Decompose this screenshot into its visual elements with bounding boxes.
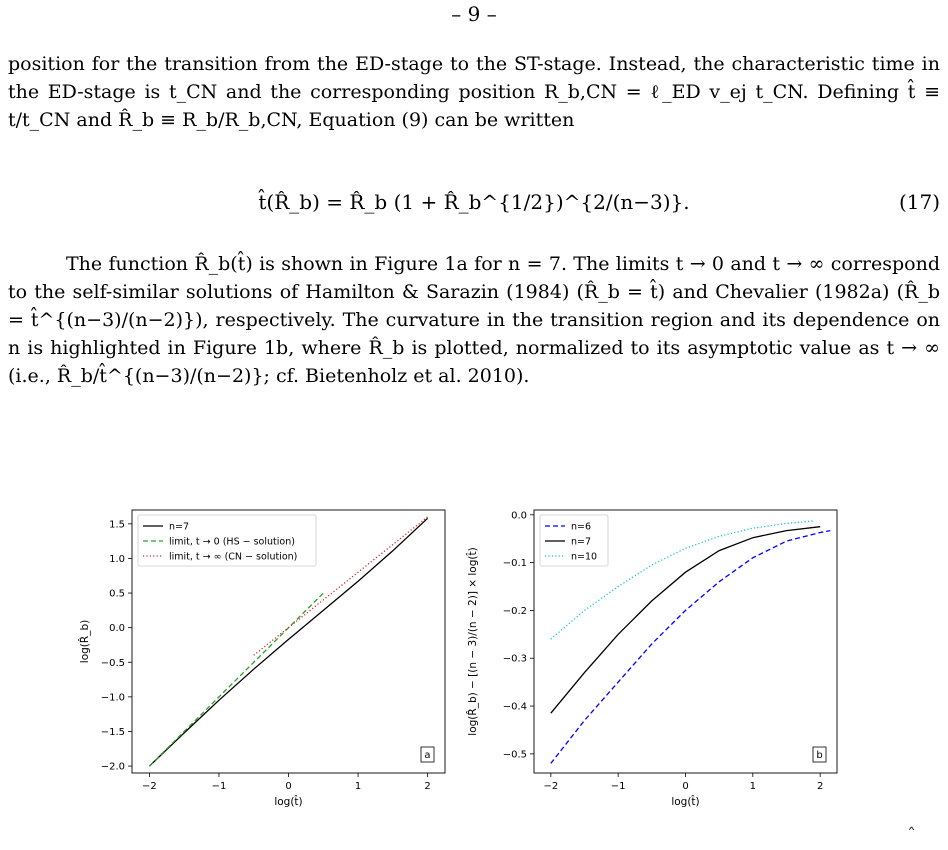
legend-label: n=6: [571, 521, 592, 533]
y-tick-label: −1.0: [100, 692, 125, 704]
x-axis-label: log(t̂): [274, 796, 303, 808]
y-tick-label: −0.2: [502, 605, 527, 617]
y-tick-label: −0.3: [502, 653, 527, 665]
y-tick-label: −0.5: [502, 749, 527, 761]
legend-label: n=7: [169, 521, 190, 533]
page-number: – 9 –: [451, 2, 497, 26]
y-tick-label: 0.0: [511, 510, 527, 522]
y-tick-label: −0.4: [502, 701, 527, 713]
x-tick-label: 2: [816, 781, 824, 792]
y-tick-label: −0.5: [100, 657, 125, 669]
figure-panel-b: [462, 500, 842, 825]
legend-label: limit, t → 0 (HS − solution): [169, 536, 295, 548]
paragraph-figure-description: [8, 250, 940, 390]
y-tick-label: 0.0: [109, 623, 125, 635]
corner-mark: ˆ: [907, 825, 916, 846]
x-tick-label: −2: [543, 781, 559, 792]
panel-label: b: [816, 750, 823, 761]
series-line-1: [149, 593, 323, 766]
equation-number: (17): [898, 190, 940, 214]
legend-label: limit, t → ∞ (CN − solution): [169, 551, 298, 563]
x-tick-label: 1: [354, 781, 362, 792]
paragraph-figure-description-text: The function R̂_b(t̂) is shown in Figure 1a for n = 7. The limits t → 0 and t → ∞ correspond to the self-similar solutions of Hamilton & Sarazin (1984) (R̂_b = t̂) and Chevalier (1982a) (R̂_b = t̂^{(n−3)/(n−2)}), respectively. The curvature in the transition region and its dependence on n is highlighted in Figure 1b, where R̂_b is plotted, normalized to its asymptotic value as t → ∞ (i.e., R̂_b/t̂^{(n−3)/(n−2)}; cf. Bietenholz et al. 2010).: [8, 253, 940, 387]
y-axis-label: log(R̂_b) − [(n − 3)/(n − 2)] × log(t̂): [467, 547, 479, 736]
x-tick-label: 2: [424, 781, 431, 792]
y-tick-label: −2.0: [100, 761, 125, 773]
x-tick-label: 1: [749, 781, 757, 792]
x-tick-label: −1: [211, 781, 227, 792]
y-tick-label: −0.1: [502, 558, 527, 570]
equation-17: [8, 182, 940, 222]
y-tick-label: 1.0: [109, 553, 125, 565]
paragraph-transition: [8, 50, 940, 134]
chart-panel-b: [462, 500, 842, 825]
legend-label: n=10: [571, 551, 598, 563]
x-axis-label: log(t̂): [671, 796, 700, 808]
x-tick-label: 0: [682, 781, 689, 792]
equation-body: t̂(R̂_b) = R̂_b (1 + R̂_b^{1/2})^{2/(n−3)}.: [258, 190, 690, 214]
x-tick-label: 0: [285, 781, 292, 792]
y-tick-label: −1.5: [100, 726, 125, 738]
figure-panel-a: [70, 500, 450, 825]
paragraph-transition-text: position for the transition from the ED-stage to the ST-stage. Instead, the characteristic time in the ED-stage is t_CN and the corresponding position R_b,CN = ℓ_ED v_ej t_CN. Defining t̂ ≡ t/t_CN and R̂_b ≡ R_b/R_b,CN, Equation (9) can be written: [8, 53, 940, 131]
y-axis-label: log(R̂_b): [79, 619, 91, 664]
x-tick-label: −1: [610, 781, 626, 792]
x-tick-label: −2: [142, 781, 157, 792]
chart-panel-a: [70, 500, 450, 825]
panel-label: a: [424, 750, 431, 761]
legend-label: n=7: [571, 536, 592, 548]
y-tick-label: 1.5: [109, 519, 125, 531]
y-tick-label: 0.5: [109, 588, 125, 600]
